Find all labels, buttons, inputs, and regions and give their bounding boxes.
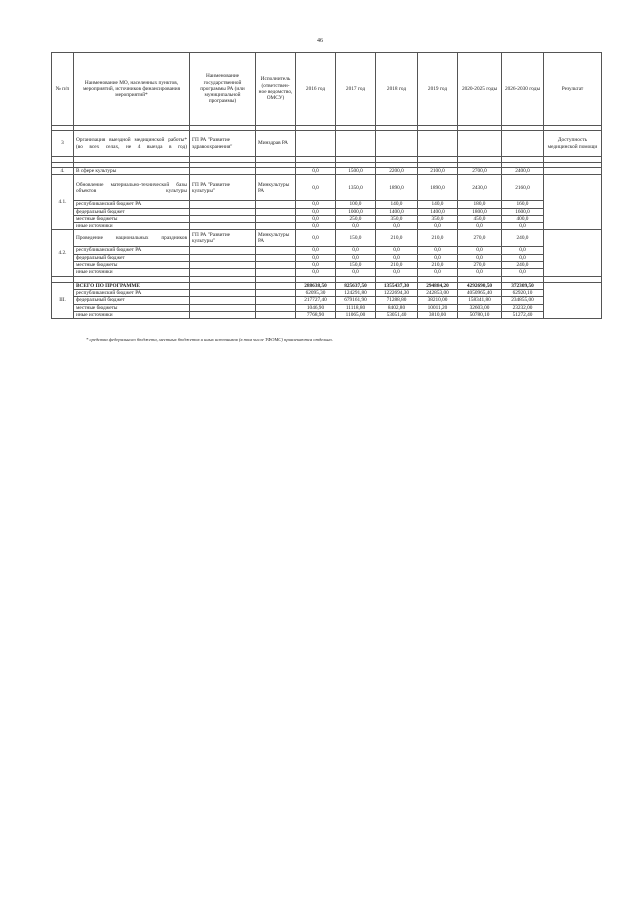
value-cell: 150,0 <box>336 262 376 269</box>
header-2019: 2019 год <box>418 53 458 126</box>
value-cell: 270,0 <box>458 262 502 269</box>
header-executor: Исполнитель (ответствен-ное ведомство, ОМСУ) <box>256 53 296 126</box>
row-name: Проведение национальных праздников <box>74 230 190 247</box>
value-cell: 180,0 <box>458 201 502 208</box>
value-cell: 1350,0 <box>336 175 376 201</box>
table-row <box>52 282 602 289</box>
row-program: ГП РА "Развитие культуры" <box>190 230 256 247</box>
value-cell: 100,0 <box>336 201 376 208</box>
table-header-row <box>52 53 602 126</box>
row-name: Организация выездной медицинской работы* (во всех селах, не 4 выезда в год) <box>74 131 190 157</box>
value-cell: 294884,20 <box>418 282 458 289</box>
page-number: 46 <box>317 38 323 44</box>
value-cell: 0,0 <box>502 269 544 276</box>
header-name: Наименование МО, населенных пунктов, мероприятий, источников финансирования мероприятий* <box>74 53 190 126</box>
value-cell: 0,0 <box>376 223 418 230</box>
row-name: республиканский бюджет РА <box>74 289 190 296</box>
value-cell: 0,0 <box>458 269 502 276</box>
header-program: Наименование государственной программы РА (или муниципальной программы) <box>190 53 256 126</box>
value-cell: 0,0 <box>458 223 502 230</box>
row-executor: Минздрав РА <box>256 131 296 157</box>
row-name: Обновление материально-технической базы объектов культуры <box>74 175 190 201</box>
value-cell: 210,0 <box>418 262 458 269</box>
value-cell: 0,0 <box>376 247 418 254</box>
value-cell: 4292690,50 <box>458 282 502 289</box>
value-cell: 4050965,40 <box>458 289 502 296</box>
value-cell: 2200,0 <box>376 168 418 175</box>
value-cell: 0,0 <box>418 247 458 254</box>
header-result: Результат <box>544 53 602 126</box>
table-row <box>52 230 602 247</box>
value-cell: 0,0 <box>502 223 544 230</box>
row-program: ГП РА "Развитие здравоохранения" <box>190 131 256 157</box>
value-cell: 11118,80 <box>336 304 376 311</box>
value-cell: 0,0 <box>296 254 336 261</box>
value-cell: 0,0 <box>376 254 418 261</box>
value-cell: 270,0 <box>458 230 502 247</box>
value-cell: 140,0 <box>376 201 418 208</box>
value-cell: 11065,00 <box>336 311 376 318</box>
value-cell: 1890,0 <box>376 175 418 201</box>
value-cell: 0,0 <box>502 247 544 254</box>
value-cell: 2400,0 <box>502 168 544 175</box>
value-cell: 2100,0 <box>418 168 458 175</box>
value-cell: 160,0 <box>502 201 544 208</box>
value-cell: 1046,90 <box>296 304 336 311</box>
row-name: республиканский бюджет РА <box>74 247 190 254</box>
row-name: ВСЕГО ПО ПРОГРАММЕ <box>74 282 190 289</box>
header-2026-2030: 2026-2030 годы <box>502 53 544 126</box>
table-row <box>52 311 602 318</box>
value-cell: 825637,50 <box>336 282 376 289</box>
value-cell: 234855,00 <box>502 297 544 304</box>
value-cell: 1890,0 <box>418 175 458 201</box>
value-cell: 2160,0 <box>502 175 544 201</box>
header-2018: 2018 год <box>376 53 418 126</box>
value-cell: 62920,10 <box>502 289 544 296</box>
row-name: иные источники <box>74 269 190 276</box>
value-cell: 350,0 <box>418 215 458 222</box>
row-number: III. <box>52 282 74 318</box>
value-cell: 51272,40 <box>502 311 544 318</box>
table-row <box>52 131 602 157</box>
value-cell: 288638,50 <box>296 282 336 289</box>
table-row <box>52 262 602 269</box>
header-2017: 2017 год <box>336 53 376 126</box>
value-cell: 71288,80 <box>376 297 418 304</box>
value-cell: 679161,90 <box>336 297 376 304</box>
value-cell: 10011,20 <box>418 304 458 311</box>
value-cell: 0,0 <box>296 262 336 269</box>
value-cell: 38210,00 <box>418 297 458 304</box>
value-cell: 124291,80 <box>336 289 376 296</box>
row-number: 4.1. <box>52 175 74 230</box>
value-cell: 242853,00 <box>418 289 458 296</box>
table-row <box>52 254 602 261</box>
table-row <box>52 297 602 304</box>
row-program: ГП РА "Развитие культуры" <box>190 175 256 201</box>
value-cell: 0,0 <box>376 269 418 276</box>
value-cell: 150,0 <box>336 230 376 247</box>
value-cell: 1222694,30 <box>376 289 418 296</box>
value-cell: 1800,0 <box>458 208 502 215</box>
value-cell: 0,0 <box>418 269 458 276</box>
row-number: 4. <box>52 168 74 175</box>
row-result: Доступность медицинской помощи <box>544 131 602 157</box>
value-cell: 210,0 <box>418 230 458 247</box>
value-cell: 0,0 <box>418 254 458 261</box>
header-number: № п/п <box>52 53 74 126</box>
row-name: федеральный бюджет <box>74 254 190 261</box>
row-name: федеральный бюджет <box>74 297 190 304</box>
row-name: республиканский бюджет РА <box>74 201 190 208</box>
table-row <box>52 223 602 230</box>
table-row <box>52 175 602 201</box>
value-cell: 158341,80 <box>458 297 502 304</box>
row-executor: Минкультуры РА <box>256 175 296 201</box>
value-cell: 1400,0 <box>376 208 418 215</box>
value-cell: 53051,40 <box>376 311 418 318</box>
value-cell: 2700,0 <box>458 168 502 175</box>
value-cell: 240,0 <box>502 230 544 247</box>
value-cell: 0,0 <box>296 230 336 247</box>
value-cell: 240,0 <box>502 262 544 269</box>
value-cell: 0,0 <box>502 254 544 261</box>
value-cell: 372309,50 <box>502 282 544 289</box>
value-cell: 210,0 <box>376 262 418 269</box>
row-number: 3 <box>52 131 74 157</box>
table-row <box>52 289 602 296</box>
row-name: местные бюджеты <box>74 304 190 311</box>
value-cell: 0,0 <box>296 269 336 276</box>
value-cell: 3810,00 <box>418 311 458 318</box>
value-cell: 7768,90 <box>296 311 336 318</box>
value-cell: 210,0 <box>376 230 418 247</box>
value-cell: 0,0 <box>296 223 336 230</box>
value-cell: 217727,40 <box>296 297 336 304</box>
value-cell: 0,0 <box>336 254 376 261</box>
value-cell: 0,0 <box>296 175 336 201</box>
table-row <box>52 208 602 215</box>
row-name: федеральный бюджет <box>74 208 190 215</box>
value-cell: 1355437,30 <box>376 282 418 289</box>
value-cell: 23232,00 <box>502 304 544 311</box>
value-cell: 0,0 <box>296 208 336 215</box>
value-cell: 50780,10 <box>458 311 502 318</box>
value-cell: 8402,80 <box>376 304 418 311</box>
row-name: В сфере культуры <box>74 168 190 175</box>
value-cell: 1500,0 <box>336 168 376 175</box>
value-cell: 0,0 <box>336 223 376 230</box>
row-name: местные бюджеты <box>74 215 190 222</box>
table-row <box>52 201 602 208</box>
header-2016: 2016 год <box>296 53 336 126</box>
value-cell: 0,0 <box>458 247 502 254</box>
value-cell: 400,0 <box>502 215 544 222</box>
table-row <box>52 215 602 222</box>
header-2020-2025: 2020-2025 годы <box>458 53 502 126</box>
value-cell: 1000,0 <box>336 208 376 215</box>
value-cell: 0,0 <box>296 247 336 254</box>
table-row <box>52 304 602 311</box>
table-row <box>52 168 602 175</box>
value-cell: 0,0 <box>296 215 336 222</box>
row-name: местные бюджеты <box>74 262 190 269</box>
value-cell: 1600,0 <box>502 208 544 215</box>
value-cell: 0,0 <box>336 269 376 276</box>
value-cell: 2430,0 <box>458 175 502 201</box>
value-cell: 1400,0 <box>418 208 458 215</box>
value-cell: 32603,00 <box>458 304 502 311</box>
value-cell: 0,0 <box>296 201 336 208</box>
row-executor: Минкультуры РА <box>256 230 296 247</box>
table-row <box>52 247 602 254</box>
value-cell: 0,0 <box>418 223 458 230</box>
row-name: иные источники <box>74 311 190 318</box>
value-cell: 62095,30 <box>296 289 336 296</box>
value-cell: 140,0 <box>418 201 458 208</box>
value-cell: 250,0 <box>336 215 376 222</box>
row-number: 4.2. <box>52 230 74 276</box>
value-cell: 0,0 <box>458 254 502 261</box>
program-financing-table <box>51 52 602 319</box>
value-cell: 350,0 <box>376 215 418 222</box>
footnote: * средства федерального бюджета, местных бюджетов и иных источников (в том числе ТФОМС) привлекаются отдельно. <box>86 337 334 342</box>
table-row <box>52 269 602 276</box>
value-cell: 0,0 <box>296 168 336 175</box>
row-name: иные источники <box>74 223 190 230</box>
value-cell: 0,0 <box>336 247 376 254</box>
value-cell: 450,0 <box>458 215 502 222</box>
